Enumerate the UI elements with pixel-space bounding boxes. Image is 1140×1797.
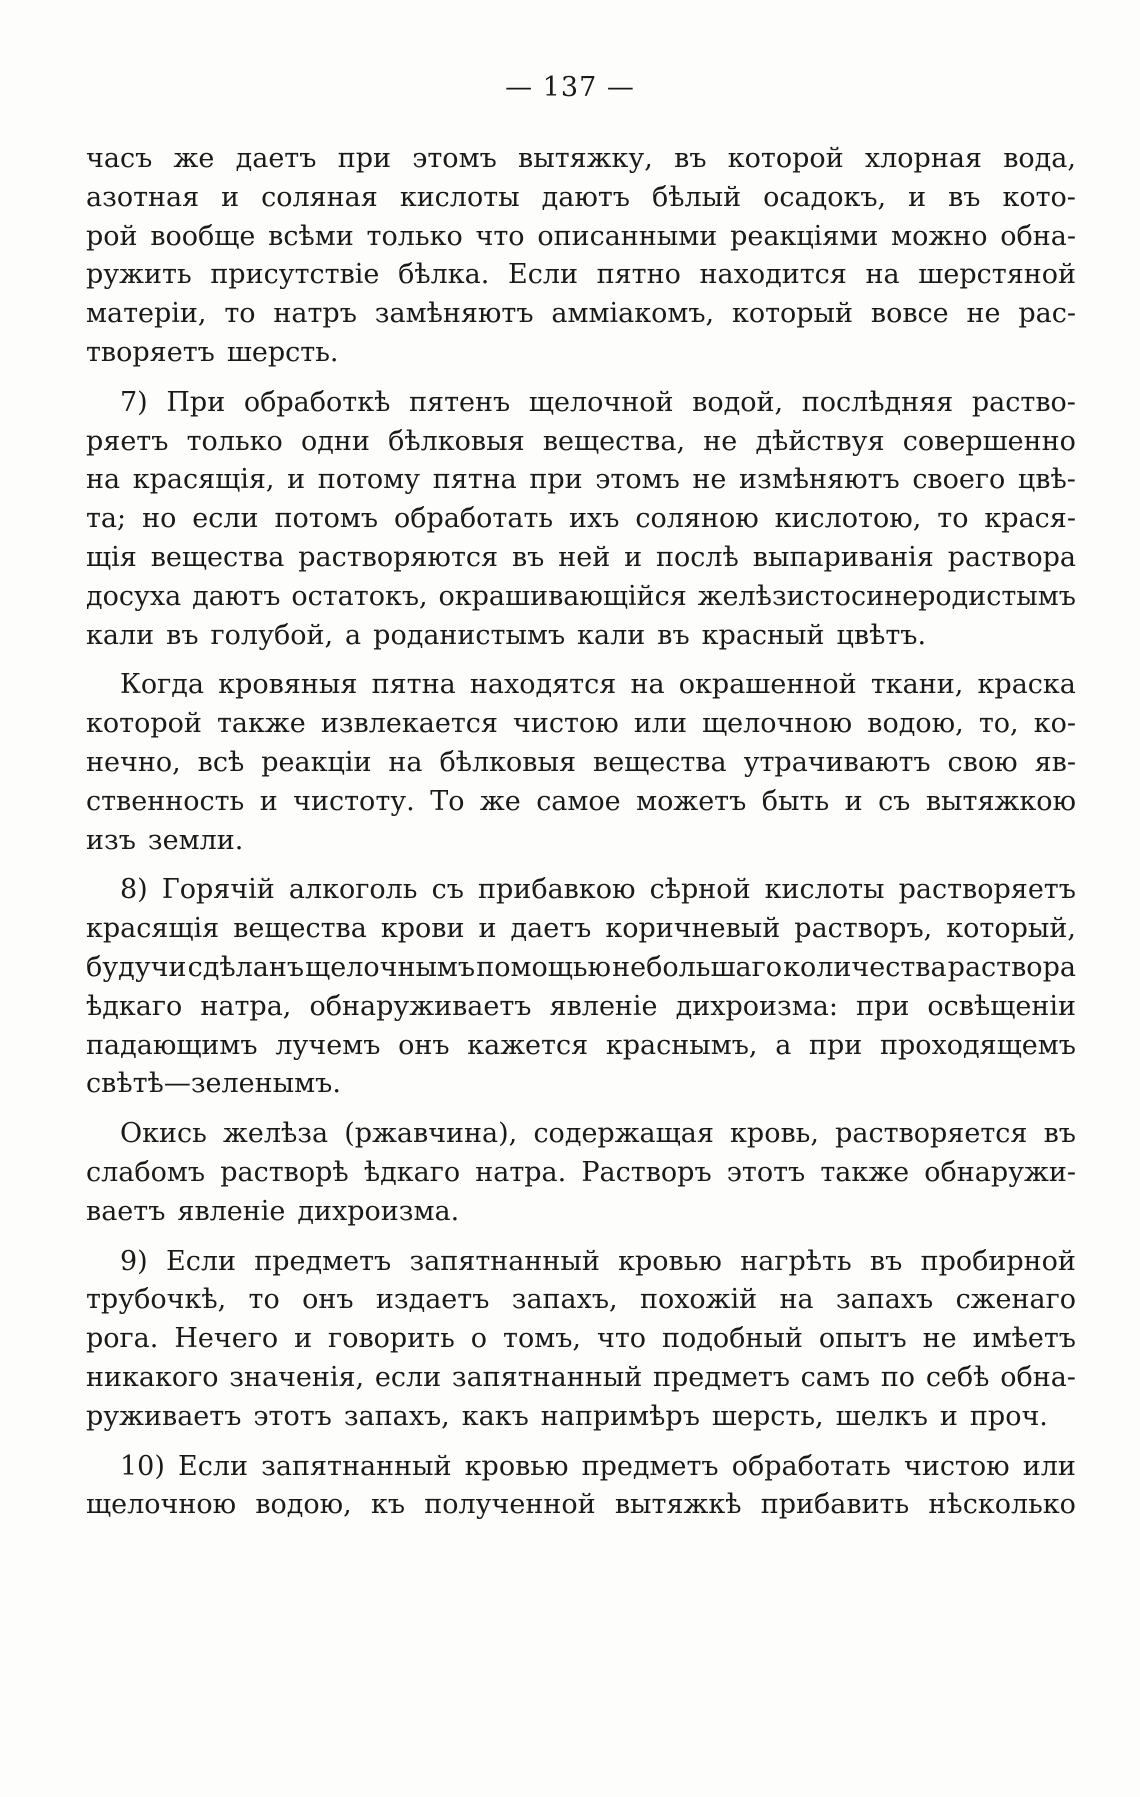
paragraph <box>86 871 1076 1104</box>
text-line: рога. Нечего и говорить о томъ, что подобный опытъ не имѣетъ <box>86 1323 1076 1355</box>
text-line: свѣтѣ—зеленымъ. <box>86 1068 341 1100</box>
paragraph <box>86 666 1076 860</box>
paragraph-gap <box>86 1437 1076 1448</box>
paragraph <box>86 1448 1076 1526</box>
text-line: часъ же даетъ при этомъ вытяжку, въ которой хлорная вода, <box>86 143 1076 174</box>
text-line: досуха даютъ остатокъ, окрашивающійся желѣзистосинеродистымъ <box>86 580 1076 612</box>
text-line: слабомъ растворѣ ѣдкаго натра. Растворъ этотъ также обнаружи- <box>86 1156 1076 1188</box>
text-line: 10) Если запятнанный кровью предметъ обработать чистою или <box>120 1450 1076 1482</box>
text-line: щія вещества растворяются въ ней и послѣ выпариванія раствора <box>86 541 1076 573</box>
text-line: ѣдкаго натра, обнаруживаетъ явленіе дихроизма: при освѣщеніи <box>86 990 1076 1022</box>
paragraph-gap <box>86 373 1076 384</box>
text-line: та; но если потомъ обработать ихъ соляною кислотою, то крася- <box>86 503 1076 535</box>
text-line: ружить присутствіе бѣлка. Если пятно находится на шерстяной <box>86 259 1076 291</box>
text-line: кали въ голубой, а роданистымъ кали въ красный цвѣтъ. <box>86 619 927 651</box>
text-line: рой вообще всѣми только что описанными реакціями можно обна- <box>86 220 1076 252</box>
paragraph <box>86 1243 1076 1437</box>
text-line: изъ земли. <box>86 824 244 856</box>
text-line: трубочкѣ, то онъ издаетъ запахъ, похожій на запахъ сженаго <box>86 1284 1076 1316</box>
text-line: которой также извлекается чистою или щелочною водою, то, ко- <box>86 708 1076 740</box>
text-line: щелочною водою, къ полученной вытяжкѣ прибавить нѣсколько <box>86 1489 1076 1521</box>
text-line: азотная и соляная кислоты даютъ бѣлый осадокъ, и въ кото- <box>86 181 1076 213</box>
paragraph-gap <box>86 1232 1076 1243</box>
text-line: 8) Горячій алкоголь съ прибавкою сѣрной кислоты растворяетъ <box>120 874 1076 906</box>
text-line: будучи сдѣланъ щелочнымъ помощью небольшаго количества раствора <box>86 951 1076 983</box>
text-line: ряетъ только одни бѣлковыя вещества, не дѣйствуя совершенно <box>86 425 1076 457</box>
text-line: нечно, всѣ реакціи на бѣлковыя вещества утрачиваютъ свою яв- <box>86 746 1076 778</box>
text-line: 9) Если предметъ запятнанный кровью нагрѣть въ пробирной <box>120 1245 1076 1277</box>
text-line: Когда кровяныя пятна находятся на окрашенной ткани, краска <box>120 669 1076 701</box>
text-line: ственность и чистоту. То же самое можетъ быть и съ вытяжкою <box>86 785 1076 817</box>
paragraph <box>86 384 1076 656</box>
paragraph-gap <box>86 1104 1076 1115</box>
paragraph <box>86 140 1076 373</box>
text-line: ваетъ явленіе дихроизма. <box>86 1195 460 1227</box>
text-line: творяетъ шерсть. <box>86 336 339 368</box>
text-line: никакого значенія, если запятнанный предметъ самъ по себѣ обна- <box>86 1361 1076 1393</box>
text-line: Окись желѣза (ржавчина), содержащая кровь, растворяется въ <box>120 1118 1076 1150</box>
text-line: падающимъ лучемъ онъ кажется краснымъ, а при проходящемъ <box>86 1029 1076 1061</box>
page-number: — 137 — <box>505 72 635 103</box>
text-line: красящія вещества крови и даетъ коричневый растворъ, который, <box>86 913 1076 945</box>
body-text <box>86 140 1076 1525</box>
paragraph-gap <box>86 860 1076 871</box>
paragraph-gap <box>86 655 1076 666</box>
paragraph <box>86 1115 1076 1231</box>
text-line: руживаетъ этотъ запахъ, какъ напримѣръ шерсть, шелкъ и проч. <box>86 1400 1048 1432</box>
text-line: на красящія, и потому пятна при этомъ не измѣняютъ своего цвѣ- <box>86 464 1076 496</box>
text-line: 7) При обработкѣ пятенъ щелочной водой, послѣдняя раство- <box>120 386 1076 418</box>
text-line: матеріи, то натръ замѣняютъ аммiакомъ, который вовсе не рас- <box>86 298 1076 330</box>
